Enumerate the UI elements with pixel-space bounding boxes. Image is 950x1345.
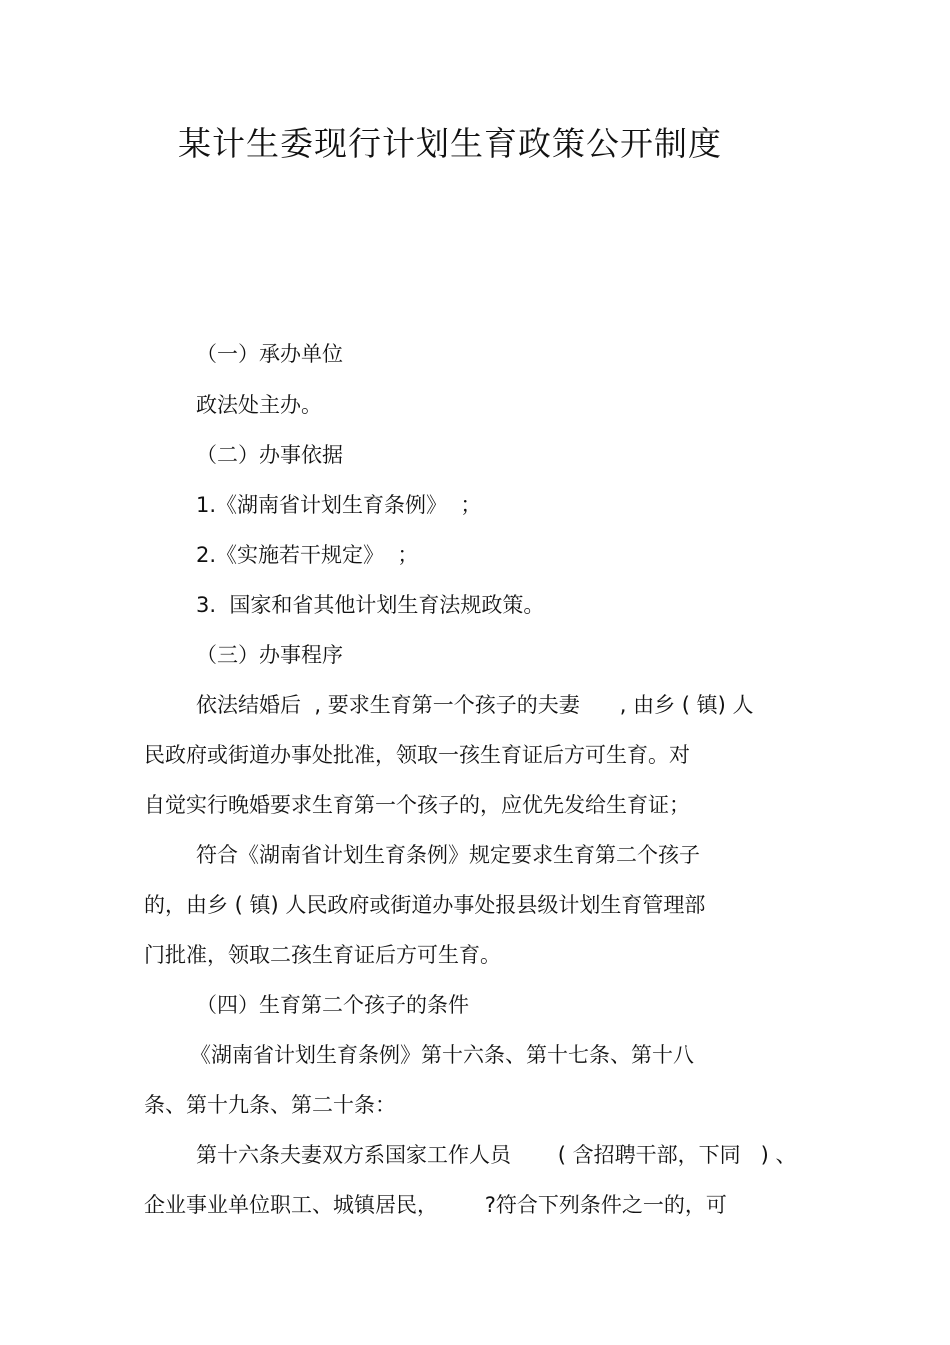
- paragraph-line: 第十六条夫妻双方系国家工作人员 ( 含招聘干部，下同 ) 、: [196, 1143, 797, 1167]
- section-heading-1: （一）承办单位: [196, 342, 343, 366]
- paragraph-line: 的，由乡 ( 镇) 人民政府或街道办事处报县级计划生育管理部: [144, 893, 706, 917]
- paragraph-line: 政法处主办。: [196, 393, 322, 417]
- list-item: 1.《湖南省计划生育条例》 ；: [196, 493, 482, 517]
- paragraph-line: 依法结婚后 , 要求生育第一个孩子的夫妻 , 由乡 ( 镇) 人: [196, 693, 754, 717]
- list-item: 2.《实施若干规定》 ；: [196, 543, 419, 567]
- paragraph-line: 符合《湖南省计划生育条例》规定要求生育第二个孩子: [196, 843, 700, 867]
- list-item: 3. 国家和省其他计划生育法规政策。: [196, 593, 545, 617]
- section-heading-3: （三）办事程序: [196, 643, 343, 667]
- paragraph-line: 企业事业单位职工、城镇居民， ?符合下列条件之一的，可: [144, 1193, 727, 1217]
- paragraph-line: 民政府或街道办事处批准，领取一孩生育证后方可生育。对: [144, 743, 690, 767]
- paragraph-line: 门批准，领取二孩生育证后方可生育。: [144, 943, 501, 967]
- paragraph-line: 自觉实行晚婚要求生育第一个孩子的，应优先发给生育证；: [144, 793, 690, 817]
- paragraph-line: 条、第十九条、第二十条：: [144, 1093, 396, 1117]
- section-heading-4: （四）生育第二个孩子的条件: [196, 993, 469, 1017]
- paragraph-line: 《湖南省计划生育条例》第十六条、第十七条、第十八: [190, 1043, 694, 1067]
- document-title: 某计生委现行计划生育政策公开制度: [178, 124, 722, 163]
- section-heading-2: （二）办事依据: [196, 443, 343, 467]
